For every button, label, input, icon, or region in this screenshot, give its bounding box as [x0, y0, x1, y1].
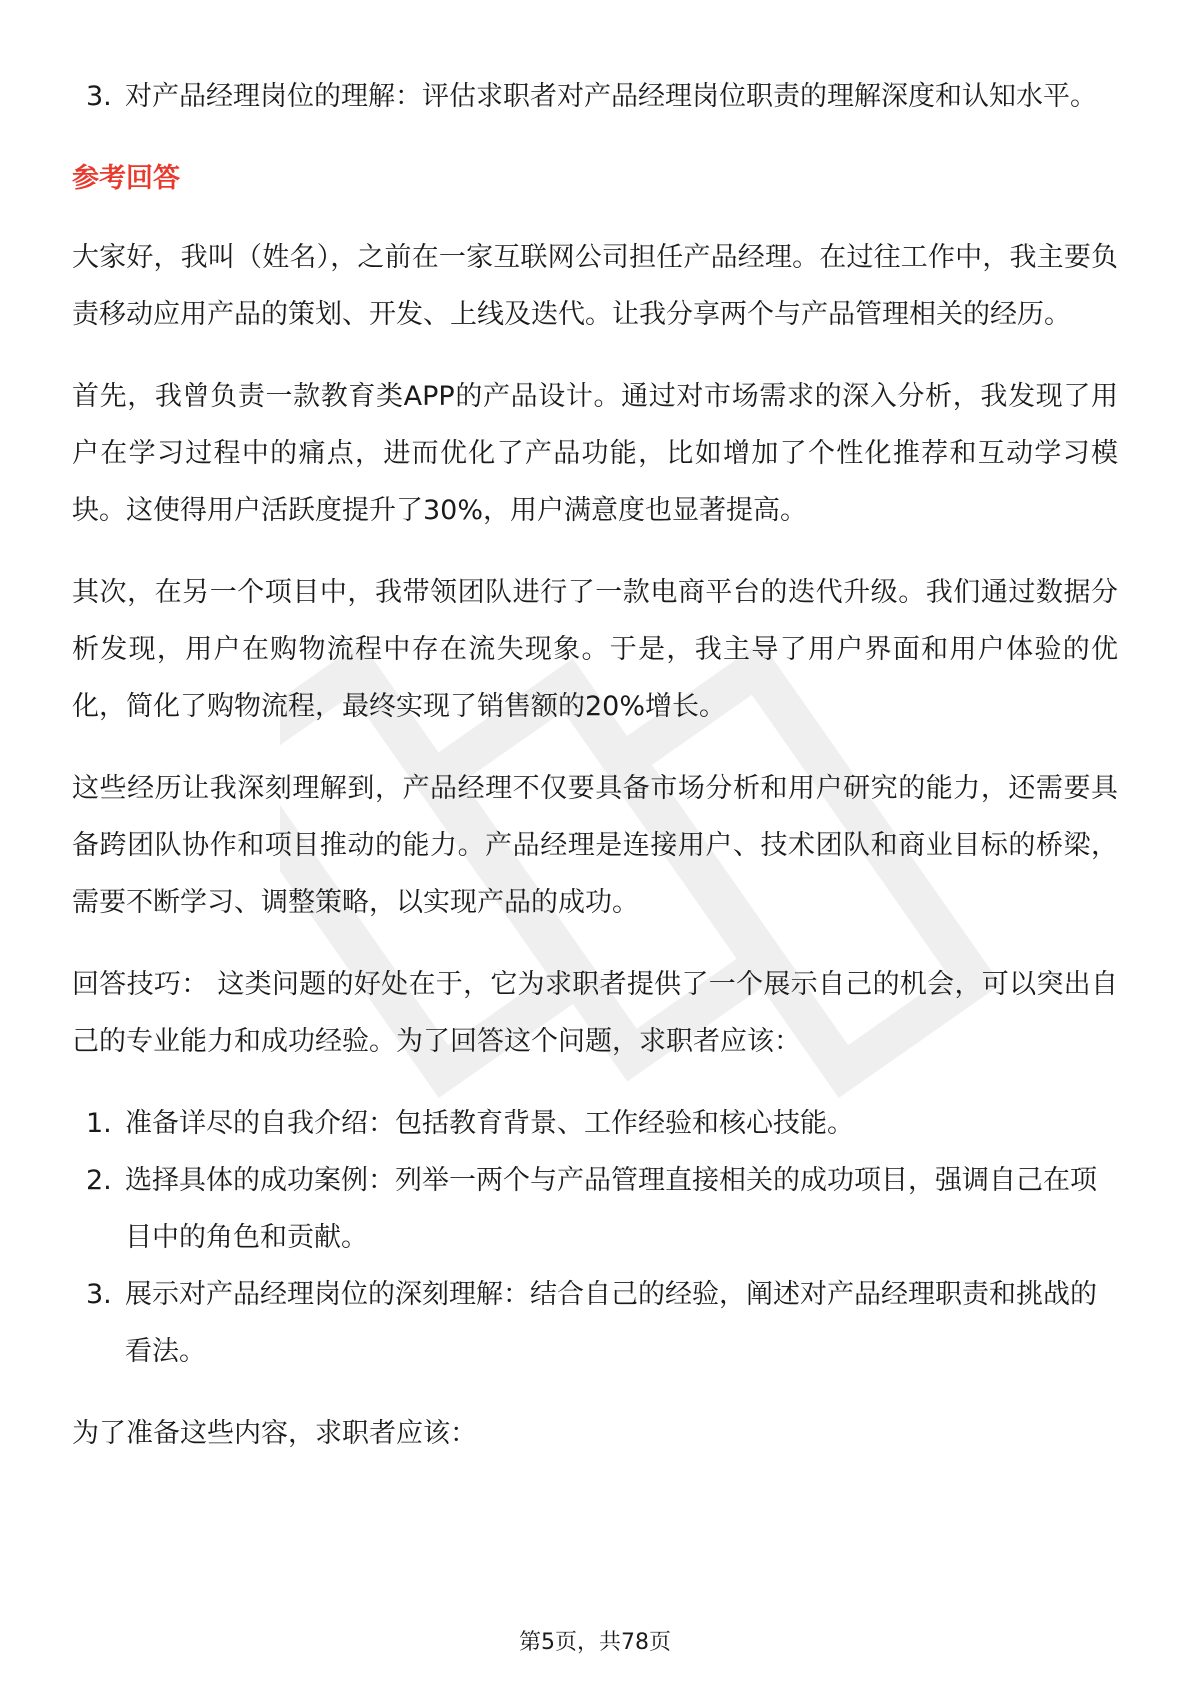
paragraph-first-experience: 首先，我曾负责一款教育类APP的产品设计。通过对市场需求的深入分析，我发现了用户在学习过程中的痛点，进而优化了产品功能，比如增加了个性化推荐和互动学习模块。这使得用户活跃度提升了30%，用户满意度也显著提高。	[72, 381, 1118, 526]
tips-list	[72, 1095, 1118, 1380]
page-footer: 第5页，共78页	[519, 1630, 671, 1655]
list-item	[72, 1095, 1118, 1152]
paragraph-conclusion: 这些经历让我深刻理解到，产品经理不仅要具备市场分析和用户研究的能力，还需要具备跨团队协作和项目推动的能力。产品经理是连接用户、技术团队和商业目标的桥梁，需要不断学习、调整策略，以实现产品的成功。	[72, 773, 1118, 918]
list-number: 1.	[86, 1108, 112, 1139]
list-item-text: 展示对产品经理岗位的深刻理解：结合自己的经验，阐述对产品经理职责和挑战的看法。	[125, 1279, 1097, 1367]
list-number: 3.	[86, 81, 112, 112]
list-item-text: 准备详尽的自我介绍：包括教育背景、工作经验和核心技能。	[125, 1108, 854, 1139]
paragraph-intro: 大家好，我叫（姓名），之前在一家互联网公司担任产品经理。在过往工作中，我主要负责移动应用产品的策划、开发、上线及迭代。让我分享两个与产品管理相关的经历。	[72, 242, 1118, 330]
list-item-text: 对产品经理岗位的理解：评估求职者对产品经理岗位职责的理解深度和认知水平。	[125, 81, 1097, 112]
paragraph-second-experience: 其次，在另一个项目中，我带领团队进行了一款电商平台的迭代升级。我们通过数据分析发现，用户在购物流程中存在流失现象。于是，我主导了用户界面和用户体验的优化，简化了购物流程，最终实现了销售额的20%增长。	[72, 577, 1118, 722]
page-content	[72, 68, 1118, 1462]
list-item	[72, 1266, 1118, 1380]
list-item-text: 选择具体的成功案例：列举一两个与产品管理直接相关的成功项目，强调自己在项目中的角色和贡献。	[125, 1165, 1097, 1253]
paragraph-closing: 为了准备这些内容，求职者应该：	[72, 1418, 477, 1449]
list-item	[72, 1152, 1118, 1266]
list-number: 3.	[86, 1279, 112, 1310]
list-item	[72, 68, 1118, 125]
reference-answer-heading: 参考回答	[72, 163, 180, 194]
paragraph-answer-tips: 回答技巧： 这类问题的好处在于，它为求职者提供了一个展示自己的机会，可以突出自己的专业能力和成功经验。为了回答这个问题，求职者应该：	[72, 969, 1118, 1057]
criteria-list	[72, 68, 1118, 125]
list-number: 2.	[86, 1165, 112, 1196]
